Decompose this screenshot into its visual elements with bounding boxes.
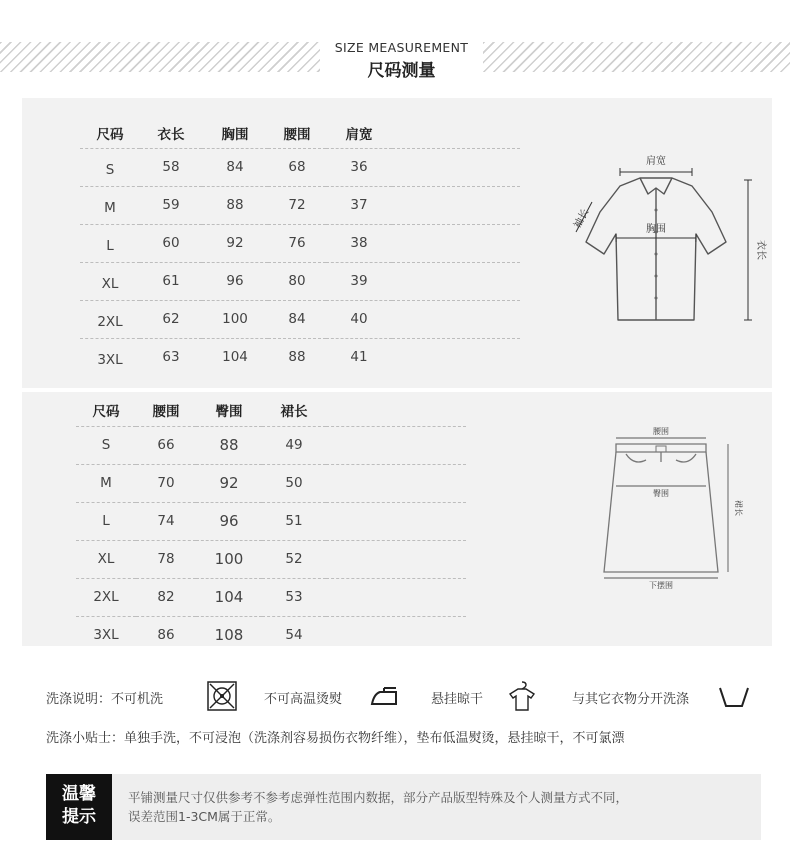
section-header <box>0 36 790 80</box>
iron-icon <box>366 678 402 714</box>
skirt-diagram <box>590 422 746 592</box>
table-cell: 100 <box>202 300 268 338</box>
table-row <box>76 426 466 464</box>
table-cell: 78 <box>136 540 196 578</box>
header-title-en: SIZE MEASUREMENT <box>334 40 469 55</box>
wash-label-no-iron: 不可高温烫熨 <box>264 692 343 707</box>
table-cell: 68 <box>268 148 326 186</box>
table-cell: 63 <box>140 338 202 376</box>
table-cell: 39 <box>326 262 392 300</box>
table-header-row <box>76 394 466 426</box>
table-cell: 80 <box>268 262 326 300</box>
warm-tip-label-line1: 温馨 <box>62 784 96 804</box>
warm-tip-box <box>46 774 761 840</box>
table-cell: 36 <box>326 148 392 186</box>
header-hatch-right <box>483 42 790 72</box>
size-cell: 3XL <box>76 616 136 654</box>
column-header: 衣长 <box>157 126 185 143</box>
table-cell: 96 <box>202 262 268 300</box>
shoulder-label: 肩宽 <box>646 156 666 167</box>
table-row <box>76 502 466 540</box>
column-header: 肩宽 <box>345 126 373 143</box>
wash-label-no-machine: 洗涤说明：不可机洗 <box>46 692 164 707</box>
table-cell: 70 <box>136 464 196 502</box>
table-cell: 49 <box>262 426 326 464</box>
warm-tip-text <box>128 788 748 826</box>
table-row <box>76 464 466 502</box>
wash-basin-icon <box>716 678 752 714</box>
header-title-cn: 尺码测量 <box>367 61 436 81</box>
size-cell: L <box>76 502 136 540</box>
size-cell: 3XL <box>80 338 140 376</box>
column-header: 臀围 <box>215 403 243 420</box>
table-cell: 88 <box>196 426 262 464</box>
table-row <box>80 262 520 300</box>
shirt-size-panel <box>22 98 772 388</box>
table-cell: 53 <box>262 578 326 616</box>
chest-label: 胸围 <box>646 224 666 235</box>
size-cell: XL <box>80 262 140 300</box>
table-row <box>76 540 466 578</box>
table-cell: 92 <box>196 464 262 502</box>
column-header: 胸围 <box>221 126 249 143</box>
length-label: 衣长 <box>755 240 766 260</box>
table-cell: 92 <box>202 224 268 262</box>
size-cell: M <box>80 186 140 224</box>
wash-label-separate: 与其它衣物分开洗涤 <box>572 692 690 707</box>
table-cell: 74 <box>136 502 196 540</box>
skirt-length-label: 裙长 <box>734 500 743 516</box>
size-cell: S <box>76 426 136 464</box>
table-header-row <box>80 118 520 148</box>
table-row <box>76 578 466 616</box>
table-cell: 104 <box>202 338 268 376</box>
table-cell: 100 <box>196 540 262 578</box>
size-cell: S <box>80 148 140 186</box>
table-cell: 76 <box>268 224 326 262</box>
table-cell: 41 <box>326 338 392 376</box>
wash-tips: 洗涤小贴士：单独手洗，不可浸泡（洗涤剂容易损伤衣物纤维），垫布低温熨烫，悬挂晾干，不可氯漂 <box>46 731 625 746</box>
shirt-size-table <box>80 118 520 376</box>
table-cell: 62 <box>140 300 202 338</box>
table-cell: 58 <box>140 148 202 186</box>
hang-dry-icon <box>504 678 540 714</box>
warm-tip-label-line2: 提示 <box>62 807 96 827</box>
wash-label-hang-dry: 悬挂晾干 <box>431 692 484 707</box>
table-cell: 51 <box>262 502 326 540</box>
table-row <box>76 616 466 654</box>
table-cell: 60 <box>140 224 202 262</box>
table-cell: 108 <box>196 616 262 654</box>
sleeve-label: 袖长 <box>572 207 592 231</box>
warm-tip-label <box>46 774 112 840</box>
size-cell: L <box>80 224 140 262</box>
column-header: 腰围 <box>283 126 311 143</box>
table-cell: 54 <box>262 616 326 654</box>
table-cell: 59 <box>140 186 202 224</box>
skirt-size-panel <box>22 392 772 646</box>
table-cell: 84 <box>268 300 326 338</box>
table-row <box>80 148 520 186</box>
table-cell: 66 <box>136 426 196 464</box>
table-cell: 52 <box>262 540 326 578</box>
table-cell: 38 <box>326 224 392 262</box>
table-cell: 61 <box>140 262 202 300</box>
size-cell: M <box>76 464 136 502</box>
table-cell: 72 <box>268 186 326 224</box>
table-row <box>80 186 520 224</box>
table-cell: 88 <box>202 186 268 224</box>
column-header: 尺码 <box>96 126 124 143</box>
table-cell: 37 <box>326 186 392 224</box>
table-row <box>80 224 520 262</box>
size-cell: 2XL <box>80 300 140 338</box>
column-header: 腰围 <box>152 403 180 420</box>
table-cell: 40 <box>326 300 392 338</box>
no-machine-wash-icon <box>204 678 240 714</box>
table-cell: 88 <box>268 338 326 376</box>
table-row <box>80 300 520 338</box>
waist-label: 腰围 <box>653 427 669 436</box>
table-cell: 96 <box>196 502 262 540</box>
hem-label: 下摆围 <box>649 581 673 590</box>
table-cell: 50 <box>262 464 326 502</box>
shirt-diagram <box>570 150 770 330</box>
header-hatch-left <box>0 42 320 72</box>
warm-tip-text-line1: 平铺测量尺寸仅供参考不参考虑弹性范围内数据，部分产品版型特殊及个人测量方式不同， <box>128 790 629 805</box>
column-header: 尺码 <box>92 403 120 420</box>
skirt-size-table <box>76 394 466 654</box>
wash-instructions <box>46 678 766 714</box>
hip-label: 臀围 <box>653 489 669 498</box>
table-cell: 104 <box>196 578 262 616</box>
table-cell: 84 <box>202 148 268 186</box>
warm-tip-text-line2: 误差范围1-3CM属于正常。 <box>128 809 281 824</box>
table-cell: 86 <box>136 616 196 654</box>
size-cell: 2XL <box>76 578 136 616</box>
table-row <box>80 338 520 376</box>
column-header: 裙长 <box>280 403 308 420</box>
size-cell: XL <box>76 540 136 578</box>
table-cell: 82 <box>136 578 196 616</box>
